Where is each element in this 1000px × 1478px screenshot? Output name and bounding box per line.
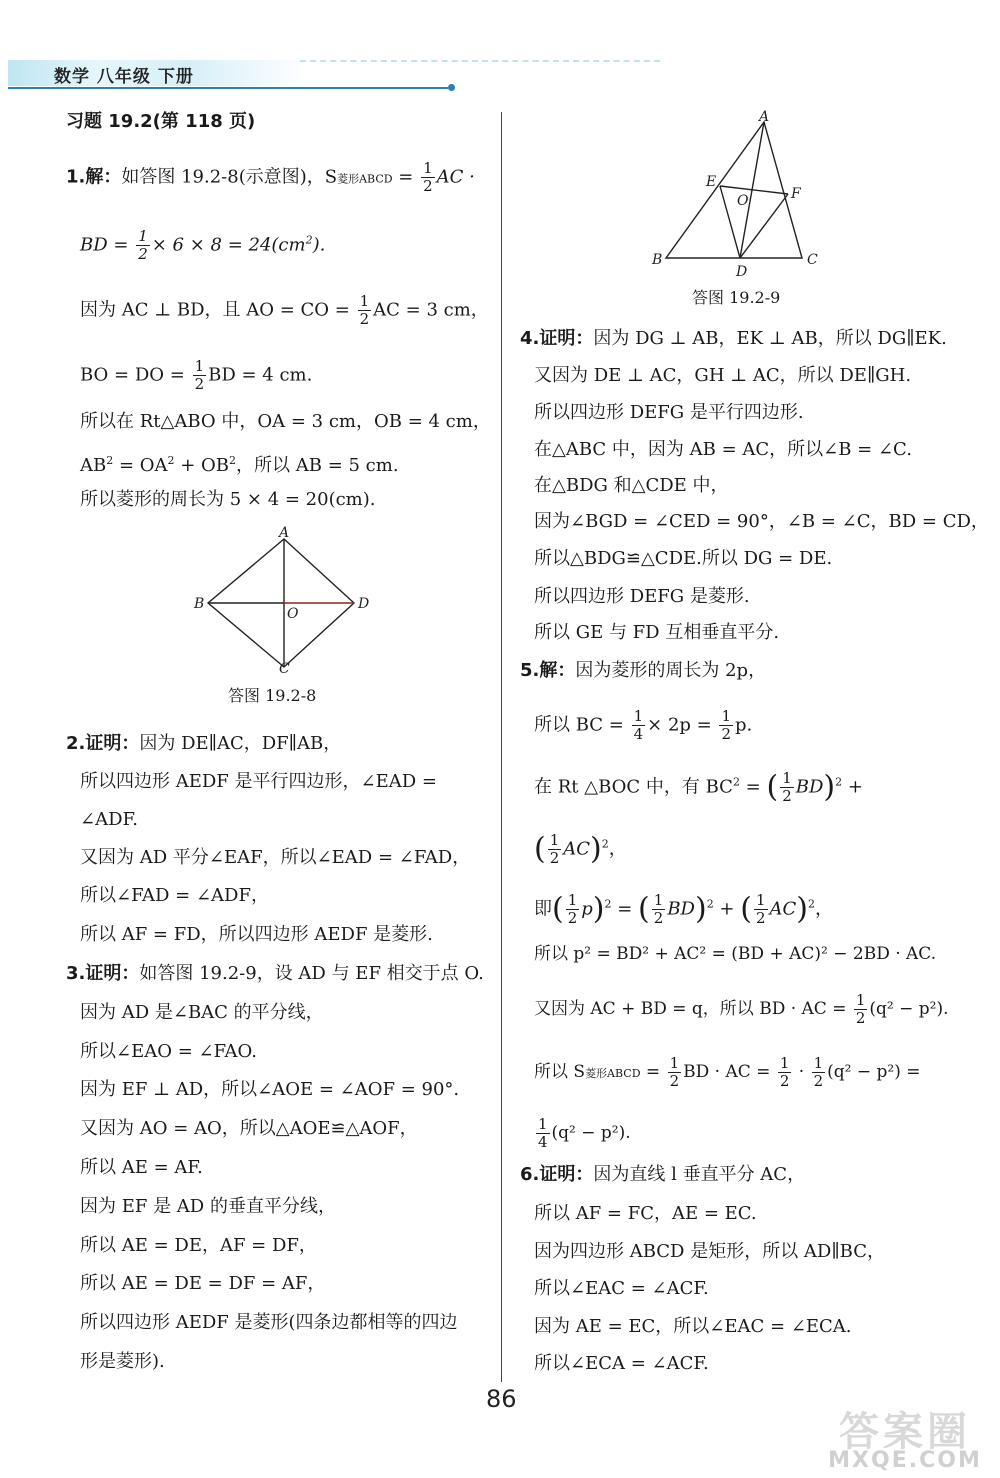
- q3-line-5: 又因为 AO = AO，所以△AOE≌△AOF，: [80, 1118, 418, 1139]
- q4-number: 4.证明：: [520, 328, 594, 349]
- label-B: B: [652, 252, 663, 268]
- label-C: C: [807, 252, 818, 268]
- q5-line-2: 所以 BC = $\frac{1}{4}$ × 2p = $\frac{1}{2}$ p.: [534, 707, 753, 743]
- q1-line-3: 因为 AC ⊥ BD，且 AO = CO = $\frac{1}{2}$ AC = 3 cm，: [80, 292, 489, 328]
- q2-line-6: 所以 AF = FD，所以四边形 AEDF 是菱形.: [80, 924, 433, 945]
- q6-line-1: 6.证明：因为直线 l 垂直平分 AC，: [520, 1164, 806, 1185]
- header-rule: [8, 87, 448, 89]
- q4-line-5: 在△BDG 和△CDE 中，: [534, 475, 729, 496]
- label-A: A: [279, 525, 290, 541]
- q1-line-1: 1.解：如答图 19.2-8(示意图)，S菱形ABCD = $\frac{1}{2}$ AC ·: [66, 159, 475, 195]
- q5-number: 5.解：: [520, 660, 576, 681]
- q3-line-7: 因为 EF 是 AD 的垂直平分线，: [80, 1196, 336, 1217]
- q6-number: 6.证明：: [520, 1164, 594, 1185]
- q5-line-1: 5.解：因为菱形的周长为 2p，: [520, 660, 767, 681]
- q6-line-2: 所以 AF = FC，AE = EC.: [534, 1203, 757, 1224]
- q2-line-4: 又因为 AD 平分∠EAF，所以∠EAD = ∠FAD，: [80, 847, 471, 868]
- label-O: O: [737, 193, 749, 209]
- q5-line-8: 所以 S菱形ABCD = $\frac{1}{2}$ BD · AC = $\frac{1}{2}$ · $\frac{1}{2}$ (q² − p²) =: [534, 1054, 921, 1090]
- q3-line-2: 因为 AD 是∠BAC 的平分线，: [80, 1002, 324, 1023]
- q3-line-11: 形是菱形).: [80, 1351, 165, 1372]
- watermark-logo: 答案圈 MXQE.COM: [828, 1409, 982, 1473]
- q4-line-3: 所以四边形 DEFG 是平行四边形.: [534, 402, 804, 423]
- q6-line-5: 因为 AE = EC，所以∠EAC = ∠ECA.: [534, 1316, 852, 1337]
- q4-line-2: 又因为 DE ⊥ AC，GH ⊥ AC，所以 DE∥GH.: [534, 365, 912, 386]
- label-O: O: [287, 606, 299, 622]
- label-E: E: [706, 174, 717, 190]
- q5-line-9: $\frac{1}{4}$ (q² − p²).: [538, 1115, 631, 1151]
- q3-line-8: 所以 AE = DE，AF = DF，: [80, 1235, 317, 1256]
- q5-line-7: 又因为 AC + BD = q，所以 BD · AC = $\frac{1}{2}$ (q² − p²).: [534, 991, 949, 1027]
- label-B: B: [194, 596, 205, 612]
- q1-line-7: 所以菱形的周长为 5 × 4 = 20(cm).: [80, 489, 376, 510]
- q3-line-4: 因为 EF ⊥ AD，所以∠AOE = ∠AOF = 90°.: [80, 1079, 460, 1100]
- q1-number: 1.解：: [66, 166, 122, 188]
- figure-caption: 答图 19.2-9: [692, 288, 781, 307]
- label-D: D: [358, 596, 370, 612]
- header-title: 数学 八年级 下册: [54, 67, 194, 87]
- q2-line-2: 所以四边形 AEDF 是平行四边形，∠EAD =: [80, 771, 437, 792]
- q6-line-3: 因为四边形 ABCD 是矩形，所以 AD∥BC，: [534, 1241, 886, 1262]
- q4-line-1: 4.证明：因为 DG ⊥ AB，EK ⊥ AB，所以 DG∥EK.: [520, 328, 947, 349]
- q3-line-6: 所以 AE = AF.: [80, 1157, 203, 1178]
- q1-line-5: 所以在 Rt△ABO 中，OA = 3 cm，OB = 4 cm，: [80, 411, 491, 432]
- q2-line-3: ∠ADF.: [80, 809, 138, 830]
- q3-line-10: 所以四边形 AEDF 是菱形(四条边都相等的四边: [80, 1312, 458, 1333]
- q4-line-9: 所以 GE 与 FD 互相垂直平分.: [534, 622, 780, 643]
- label-A: A: [759, 110, 770, 125]
- q4-line-7: 所以△BDG≌△CDE.所以 DG = DE.: [534, 548, 833, 569]
- q2-line-5: 所以∠FAD = ∠ADF，: [80, 885, 269, 906]
- q1-line-2: BD = $\frac{1}{2}$ × $6 \times 8 = 24(cm^2)$.: [80, 227, 326, 263]
- q5-line-5: 即( $\frac{1}{2}$ p)$^2$ = ( $\frac{1}{2}$ BD)$^2$ + ( $\frac{1}{2}$ AC)$^2$，: [534, 891, 833, 927]
- q6-line-6: 所以∠ECA = ∠ACF.: [534, 1353, 709, 1374]
- q6-line-4: 所以∠EAC = ∠ACF.: [534, 1278, 709, 1299]
- figure-triangle: [650, 110, 830, 280]
- q1-line-4: BO = DO = $\frac{1}{2}$ BD = 4 cm.: [80, 357, 313, 393]
- q5-line-3: 在 Rt △BOC 中，有 $BC^2$ = ( $\frac{1}{2}$ BD)$^2$ +: [534, 769, 863, 805]
- page-number: 86: [486, 1385, 517, 1413]
- label-D: D: [736, 264, 748, 280]
- q2-number: 2.证明：: [66, 733, 140, 754]
- q5-line-4: ( $\frac{1}{2}$ AC)$^2$，: [534, 831, 627, 867]
- q3-line-1: 3.证明：如答图 19.2-9，设 AD 与 EF 相交于点 O.: [66, 963, 484, 984]
- label-F: F: [791, 186, 801, 202]
- label-C: C: [279, 661, 290, 677]
- figure-caption: 答图 19.2-8: [228, 686, 317, 705]
- column-divider: [501, 112, 502, 1382]
- section-title: 习题 19.2(第 118 页): [66, 111, 256, 132]
- header-dot: [448, 84, 455, 91]
- fraction: $\frac{1}{2}$: [423, 159, 433, 195]
- q4-line-4: 在△ABC 中，因为 AB = AC，所以∠B = ∠C.: [534, 439, 912, 460]
- figure-rhombus: [190, 525, 380, 685]
- q4-line-8: 所以四边形 DEFG 是菱形.: [534, 586, 750, 607]
- q5-line-6: 所以 p² = BD² + AC² = (BD + AC)² − 2BD · AC.: [534, 944, 937, 964]
- q1-line-6: $AB^2 = OA^2 + OB^2$，所以 AB = 5 cm.: [80, 454, 399, 476]
- header-dashed-rule: [300, 60, 660, 62]
- q4-line-6: 因为∠BGD = ∠CED = 90°，∠B = ∠C，BD = CD，: [534, 511, 989, 532]
- q3-line-9: 所以 AE = DE = DF = AF，: [80, 1273, 326, 1294]
- q3-number: 3.证明：: [66, 963, 140, 984]
- q3-line-3: 所以∠EAO = ∠FAO.: [80, 1041, 257, 1062]
- q2-line-1: 2.证明：因为 DE∥AC，DF∥AB，: [66, 733, 342, 754]
